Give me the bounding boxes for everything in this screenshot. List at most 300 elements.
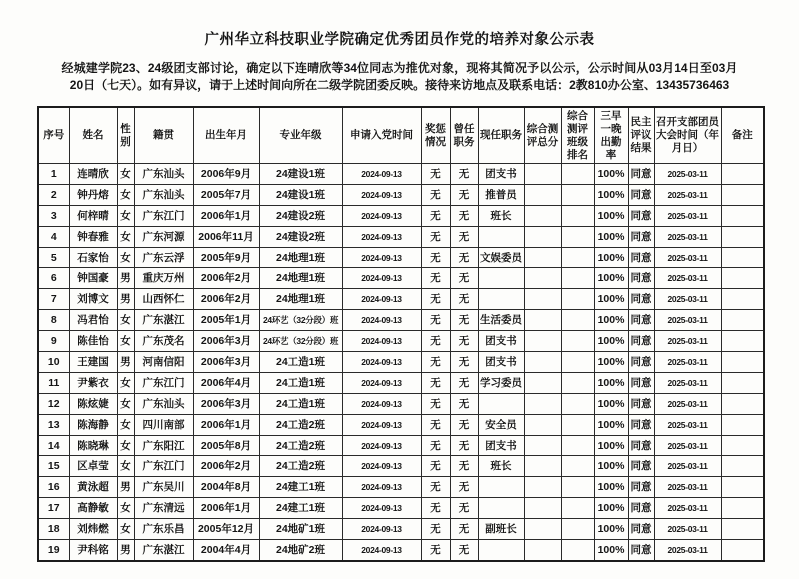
table-cell: 2025-03-11 [654, 456, 721, 477]
column-header: 籍贯 [134, 107, 193, 164]
table-cell: 2006年3月 [193, 331, 259, 352]
table-cell: 2025-03-11 [654, 331, 721, 352]
table-cell: 17 [38, 498, 69, 519]
table-cell: 无 [421, 205, 450, 226]
table-cell [721, 184, 764, 205]
table-cell: 24建设2班 [259, 205, 342, 226]
table-cell [721, 289, 764, 310]
table-cell: 2006年2月 [193, 456, 259, 477]
table-cell: 15 [38, 456, 69, 477]
table-cell: 2024-09-13 [342, 289, 421, 310]
table-cell [524, 414, 561, 435]
table-cell: 同意 [628, 184, 654, 205]
table-cell [721, 540, 764, 561]
table-cell: 无 [421, 164, 450, 185]
table-cell: 广东湛江 [134, 540, 193, 561]
column-header: 奖惩情况 [421, 107, 450, 164]
table-cell [524, 289, 561, 310]
table-cell [524, 456, 561, 477]
table-cell: 2025-03-11 [654, 164, 721, 185]
table-cell [561, 435, 594, 456]
table-cell: 100% [594, 498, 628, 519]
table-cell [561, 519, 594, 540]
table-cell: 无 [421, 247, 450, 268]
table-cell: 4 [38, 226, 69, 247]
column-header: 序号 [38, 107, 69, 164]
table-cell: 无 [450, 331, 478, 352]
table-cell: 100% [594, 268, 628, 289]
table-row [38, 393, 764, 414]
table-cell: 广东江门 [134, 372, 193, 393]
table-cell: 冯君怡 [69, 310, 117, 331]
table-cell: 同意 [628, 519, 654, 540]
table-cell: 100% [594, 289, 628, 310]
table-cell [478, 268, 524, 289]
table-cell: 24工造2班 [259, 456, 342, 477]
table-cell: 何梓晴 [69, 205, 117, 226]
table-cell: 尹科铭 [69, 540, 117, 561]
table-cell: 10 [38, 352, 69, 373]
table-cell: 24地理1班 [259, 268, 342, 289]
table-cell [478, 498, 524, 519]
table-cell: 广东河源 [134, 226, 193, 247]
table-cell [524, 498, 561, 519]
table-cell: 100% [594, 226, 628, 247]
table-cell: 陈佳怡 [69, 331, 117, 352]
column-header: 曾任职务 [450, 107, 478, 164]
table-cell: 2024-09-13 [342, 184, 421, 205]
table-cell [524, 226, 561, 247]
table-cell: 2006年3月 [193, 352, 259, 373]
table-cell: 女 [117, 331, 134, 352]
table-cell [721, 331, 764, 352]
table-cell: 3 [38, 205, 69, 226]
table-cell: 24地理1班 [259, 247, 342, 268]
table-cell: 2024-09-13 [342, 477, 421, 498]
table-cell: 无 [450, 540, 478, 561]
table-cell: 女 [117, 456, 134, 477]
table-cell [721, 456, 764, 477]
column-header: 性别 [117, 107, 134, 164]
table-cell [524, 540, 561, 561]
table-cell: 2025-03-11 [654, 352, 721, 373]
table-cell [561, 540, 594, 561]
table-cell [721, 164, 764, 185]
table-cell: 广东清远 [134, 498, 193, 519]
table-cell [478, 226, 524, 247]
table-cell: 学习委员 [478, 372, 524, 393]
table-cell: 13 [38, 414, 69, 435]
table-cell: 女 [117, 519, 134, 540]
table-cell [721, 372, 764, 393]
table-cell: 2024-09-13 [342, 435, 421, 456]
table-cell: 广东阳江 [134, 435, 193, 456]
table-cell: 区卓莹 [69, 456, 117, 477]
table-cell: 无 [421, 372, 450, 393]
column-header: 出生年月 [193, 107, 259, 164]
table-cell: 24工造2班 [259, 435, 342, 456]
table-cell: 同意 [628, 164, 654, 185]
table-cell: 刘炜燃 [69, 519, 117, 540]
column-header: 姓名 [69, 107, 117, 164]
table-cell [721, 477, 764, 498]
table-cell: 2025-03-11 [654, 205, 721, 226]
table-cell [721, 247, 764, 268]
table-cell: 2005年8月 [193, 435, 259, 456]
table-cell: 2005年1月 [193, 310, 259, 331]
table-cell: 安全员 [478, 414, 524, 435]
table-cell: 刘博文 [69, 289, 117, 310]
table-cell: 无 [421, 331, 450, 352]
table-cell: 24工造1班 [259, 393, 342, 414]
table-cell: 无 [450, 226, 478, 247]
table-cell [561, 393, 594, 414]
table-cell: 无 [450, 164, 478, 185]
table-cell: 同意 [628, 268, 654, 289]
table-cell [561, 498, 594, 519]
table-cell [524, 268, 561, 289]
table-cell: 2025-03-11 [654, 247, 721, 268]
table-cell: 无 [421, 184, 450, 205]
table-cell: 同意 [628, 331, 654, 352]
table-body [38, 164, 764, 561]
table-row [38, 289, 764, 310]
table-cell: 100% [594, 205, 628, 226]
table-cell [524, 164, 561, 185]
table-cell: 无 [450, 310, 478, 331]
table-cell: 100% [594, 519, 628, 540]
table-cell: 女 [117, 247, 134, 268]
table-cell: 连晴欣 [69, 164, 117, 185]
table-cell: 100% [594, 310, 628, 331]
table-cell: 24建工1班 [259, 477, 342, 498]
table-cell: 同意 [628, 540, 654, 561]
table-cell [721, 352, 764, 373]
table-header-row [38, 107, 764, 164]
table-row [38, 247, 764, 268]
column-header: 综合测评总分 [524, 107, 561, 164]
table-cell: 2024-09-13 [342, 456, 421, 477]
table-cell: 无 [421, 393, 450, 414]
table-cell: 2006年1月 [193, 498, 259, 519]
table-cell [561, 205, 594, 226]
table-cell: 副班长 [478, 519, 524, 540]
table-row [38, 352, 764, 373]
table-cell: 9 [38, 331, 69, 352]
column-header: 三早一晚出勤率 [594, 107, 628, 164]
table-cell [524, 184, 561, 205]
column-header: 召开支部团员大会时间（年月日） [654, 107, 721, 164]
table-cell: 6 [38, 268, 69, 289]
table-cell: 同意 [628, 205, 654, 226]
table-cell: 广东湛江 [134, 310, 193, 331]
table-cell: 24地矿1班 [259, 519, 342, 540]
table-cell: 2024-09-13 [342, 372, 421, 393]
table-row [38, 331, 764, 352]
table-cell [524, 352, 561, 373]
table-cell: 2005年9月 [193, 247, 259, 268]
table-cell [721, 414, 764, 435]
table-row [38, 540, 764, 561]
table-cell: 2024-09-13 [342, 268, 421, 289]
table-row [38, 435, 764, 456]
table-cell: 24环艺（32分段）班 [259, 310, 342, 331]
table-cell [524, 372, 561, 393]
table-cell [561, 247, 594, 268]
table-cell [721, 498, 764, 519]
table-cell: 黄泳超 [69, 477, 117, 498]
table-cell [721, 226, 764, 247]
column-header: 备注 [721, 107, 764, 164]
table-cell: 同意 [628, 226, 654, 247]
table-cell [524, 310, 561, 331]
column-header: 专业年级 [259, 107, 342, 164]
table-cell [561, 331, 594, 352]
table-cell: 尹紫衣 [69, 372, 117, 393]
table-cell: 无 [450, 184, 478, 205]
table-cell: 24地理1班 [259, 289, 342, 310]
table-cell: 2025-03-11 [654, 289, 721, 310]
table-cell: 2024-09-13 [342, 414, 421, 435]
table-cell [561, 226, 594, 247]
table-cell: 无 [450, 268, 478, 289]
table-cell: 女 [117, 205, 134, 226]
table-cell: 2024-09-13 [342, 331, 421, 352]
table-cell: 无 [421, 310, 450, 331]
table-row [38, 268, 764, 289]
table-cell [478, 540, 524, 561]
table-cell [524, 477, 561, 498]
table-cell: 同意 [628, 414, 654, 435]
table-cell: 8 [38, 310, 69, 331]
table-cell: 陈海静 [69, 414, 117, 435]
table-cell [561, 372, 594, 393]
table-cell: 2005年7月 [193, 184, 259, 205]
table-cell: 女 [117, 372, 134, 393]
table-cell: 女 [117, 164, 134, 185]
table-cell: 河南信阳 [134, 352, 193, 373]
table-cell: 2006年11月 [193, 226, 259, 247]
table-cell: 四川南部 [134, 414, 193, 435]
table-cell: 无 [450, 393, 478, 414]
table-cell: 2024-09-13 [342, 226, 421, 247]
table-cell: 团支书 [478, 164, 524, 185]
table-cell [561, 289, 594, 310]
table-cell [524, 435, 561, 456]
roster-table [37, 106, 765, 562]
table-cell: 2024-09-13 [342, 247, 421, 268]
table-cell: 女 [117, 184, 134, 205]
table-cell: 无 [421, 352, 450, 373]
table-cell [524, 393, 561, 414]
table-cell: 24建设1班 [259, 164, 342, 185]
table-cell [561, 456, 594, 477]
table-cell: 无 [421, 226, 450, 247]
table-cell [561, 310, 594, 331]
table-cell: 王建国 [69, 352, 117, 373]
table-cell: 同意 [628, 435, 654, 456]
table-cell [721, 393, 764, 414]
table-cell [478, 393, 524, 414]
table-row [38, 414, 764, 435]
table-cell: 2006年1月 [193, 414, 259, 435]
table-cell [561, 268, 594, 289]
table-cell: 100% [594, 435, 628, 456]
table-cell [721, 435, 764, 456]
table-cell: 2025-03-11 [654, 435, 721, 456]
table-cell: 2 [38, 184, 69, 205]
table-cell: 100% [594, 456, 628, 477]
table-cell: 广东吴川 [134, 477, 193, 498]
table-cell [721, 519, 764, 540]
table-cell: 100% [594, 414, 628, 435]
table-cell: 广东汕头 [134, 184, 193, 205]
table-cell: 2006年3月 [193, 393, 259, 414]
table-cell: 女 [117, 310, 134, 331]
table-cell: 无 [450, 435, 478, 456]
column-header: 综合测评班级排名 [561, 107, 594, 164]
table-cell: 女 [117, 393, 134, 414]
table-cell: 无 [421, 519, 450, 540]
table-cell: 无 [450, 247, 478, 268]
table-cell: 24地矿2班 [259, 540, 342, 561]
table-cell: 女 [117, 414, 134, 435]
page-title: 广州华立科技职业学院确定优秀团员作党的培养对象公示表 [204, 32, 595, 48]
table-cell: 无 [421, 456, 450, 477]
table-cell: 100% [594, 540, 628, 561]
column-header: 现任职务 [478, 107, 524, 164]
table-cell [524, 247, 561, 268]
table-cell: 100% [594, 393, 628, 414]
table-cell: 2006年1月 [193, 205, 259, 226]
table-cell: 2025-03-11 [654, 540, 721, 561]
table-row [38, 519, 764, 540]
table-cell [561, 352, 594, 373]
table-cell [478, 289, 524, 310]
table-cell: 广东汕头 [134, 393, 193, 414]
table-cell: 2024-09-13 [342, 164, 421, 185]
table-cell: 团支书 [478, 435, 524, 456]
table-cell [561, 164, 594, 185]
table-cell: 钟丹熔 [69, 184, 117, 205]
table-cell: 石家怡 [69, 247, 117, 268]
table-cell: 团支书 [478, 331, 524, 352]
table-cell: 无 [421, 289, 450, 310]
table-cell [524, 205, 561, 226]
table-cell: 14 [38, 435, 69, 456]
table-cell: 同意 [628, 372, 654, 393]
table-cell: 同意 [628, 352, 654, 373]
table-cell: 同意 [628, 393, 654, 414]
table-cell: 16 [38, 477, 69, 498]
table-cell: 无 [421, 414, 450, 435]
table-cell [524, 331, 561, 352]
table-row [38, 456, 764, 477]
table-cell: 男 [117, 289, 134, 310]
table-cell: 24工造1班 [259, 352, 342, 373]
table-cell: 2025-03-11 [654, 372, 721, 393]
table-cell: 2004年4月 [193, 540, 259, 561]
table-cell: 高静敏 [69, 498, 117, 519]
table-cell: 100% [594, 184, 628, 205]
table-cell: 无 [421, 477, 450, 498]
table-cell: 24建设1班 [259, 184, 342, 205]
table-cell: 无 [450, 477, 478, 498]
table-cell [524, 519, 561, 540]
table-cell: 文娱委员 [478, 247, 524, 268]
table-cell: 100% [594, 352, 628, 373]
table-cell: 24建工1班 [259, 498, 342, 519]
column-header: 民主评议结果 [628, 107, 654, 164]
table-cell: 无 [421, 540, 450, 561]
table-cell: 2024-09-13 [342, 519, 421, 540]
table-cell: 12 [38, 393, 69, 414]
table-cell: 2025-03-11 [654, 393, 721, 414]
table-cell: 班长 [478, 456, 524, 477]
table-cell: 同意 [628, 247, 654, 268]
table-cell: 18 [38, 519, 69, 540]
table-row [38, 310, 764, 331]
table-cell: 广东江门 [134, 456, 193, 477]
table-cell: 山西怀仁 [134, 289, 193, 310]
table-row [38, 477, 764, 498]
table-cell: 2024-09-13 [342, 352, 421, 373]
table-cell: 团支书 [478, 352, 524, 373]
table-cell: 无 [421, 268, 450, 289]
table-cell: 女 [117, 226, 134, 247]
table-cell: 无 [421, 498, 450, 519]
table-cell: 2025-03-11 [654, 414, 721, 435]
table-cell [561, 184, 594, 205]
table-row [38, 226, 764, 247]
table-cell: 2006年4月 [193, 372, 259, 393]
table-cell: 同意 [628, 498, 654, 519]
table-cell [561, 477, 594, 498]
table-cell: 2025-03-11 [654, 477, 721, 498]
table-cell: 2024-09-13 [342, 205, 421, 226]
table-cell: 24工造1班 [259, 372, 342, 393]
table-cell: 100% [594, 164, 628, 185]
table-cell: 100% [594, 331, 628, 352]
table-cell: 2024-09-13 [342, 540, 421, 561]
table-cell: 2024-09-13 [342, 498, 421, 519]
table-cell [561, 414, 594, 435]
table-cell: 无 [450, 519, 478, 540]
table-cell: 班长 [478, 205, 524, 226]
table-cell: 陈晓琳 [69, 435, 117, 456]
table-cell [721, 205, 764, 226]
table-cell: 无 [450, 205, 478, 226]
table-cell: 男 [117, 352, 134, 373]
table-cell: 24建设2班 [259, 226, 342, 247]
table-cell: 24工造2班 [259, 414, 342, 435]
table-row [38, 372, 764, 393]
table-cell: 无 [421, 435, 450, 456]
table-cell: 广东云浮 [134, 247, 193, 268]
table-cell: 推普员 [478, 184, 524, 205]
table-cell: 同意 [628, 310, 654, 331]
table-cell: 同意 [628, 289, 654, 310]
table-cell: 无 [450, 456, 478, 477]
table-cell: 陈炫婕 [69, 393, 117, 414]
table-cell: 100% [594, 247, 628, 268]
table-cell: 1 [38, 164, 69, 185]
table-cell: 2025-03-11 [654, 226, 721, 247]
table-cell: 生活委员 [478, 310, 524, 331]
table-row [38, 498, 764, 519]
table-cell: 2004年8月 [193, 477, 259, 498]
table-cell: 2006年2月 [193, 289, 259, 310]
